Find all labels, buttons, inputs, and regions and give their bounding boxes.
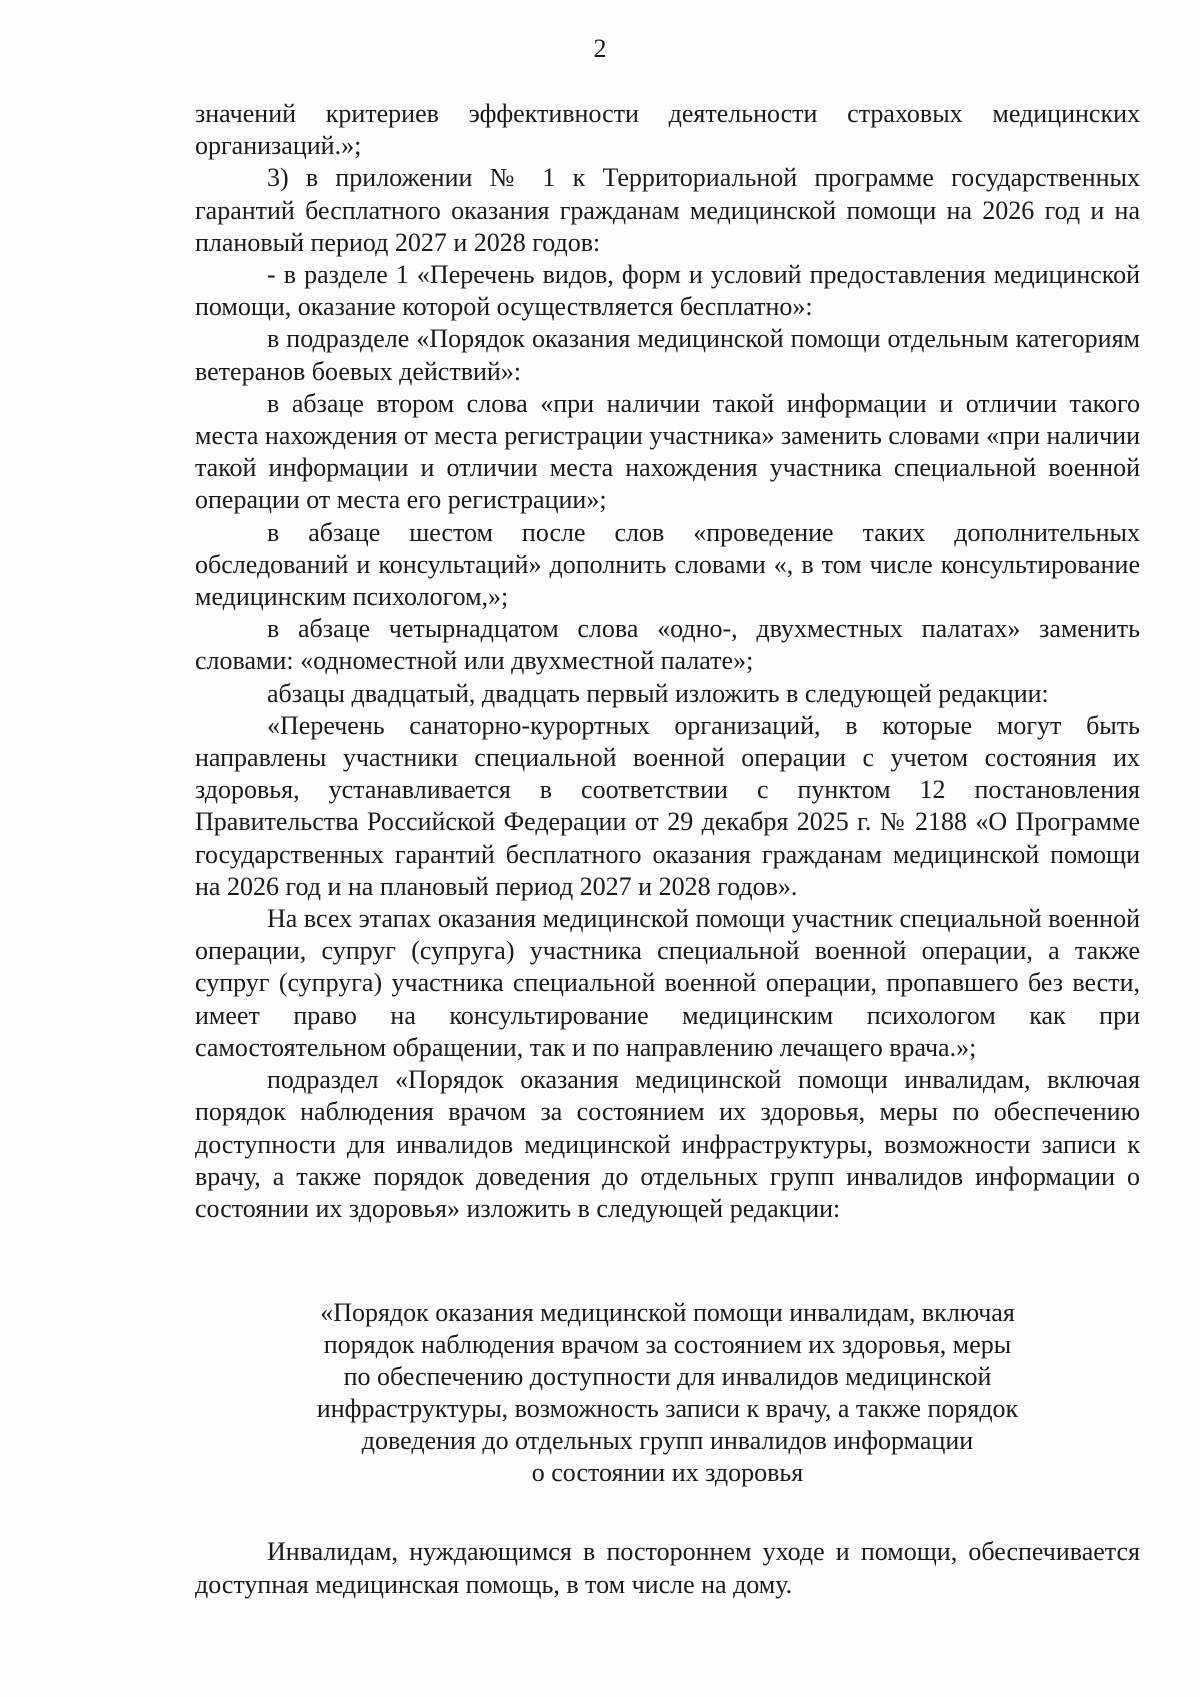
page-number: 2 [593,34,607,63]
paragraph: значений критериев эффективности деятельности страховых медицинских организаций.»; [195,99,1140,161]
heading-line: по обеспечению доступности для инвалидов медицинской [343,1362,992,1391]
heading-line: порядок наблюдения врачом за состоянием их здоровья, меры [323,1330,1012,1359]
paragraph: 3) в приложении № 1 к Территориальной программе государственных гарантий бесплатного оказания гражданам медицинской помощи на 2026 год и на плановый период 2027 и 2028 годов: [195,163,1140,257]
paragraph: подраздел «Порядок оказания медицинской помощи инвалидам, включая порядок наблюдения врачом за состоянием их здоровья, меры по обеспечению доступности для инвалидов медицинской инфраструктуры, возможности записи к врачу, а также порядок доведения до отдельных групп инвалидов информации о состоянии их здоровья» изложить в следующей редакции: [195,1065,1140,1223]
heading-line: инфраструктуры, возможность записи к врачу, а также порядок [316,1394,1019,1423]
heading-line: «Порядок оказания медицинской помощи инвалидам, включая [320,1298,1015,1327]
paragraph: На всех этапах оказания медицинской помощи участник специальной военной операции, супруг (супруга) участника специальной военной операции, а также супруг (супруга) участника специальной военной операции, пропавшего без вести, имеет право на консультирование медицинским психологом как при самостоятельном обращении, так и по направлению лечащего врача.»; [195,904,1140,1062]
paragraph: Инвалидам, нуждающимся в постороннем уходе и помощи, обеспечивается доступная медицинская помощь, в том числе на дому. [195,1537,1140,1599]
paragraph: «Перечень санаторно-курортных организаций, в которые могут быть направлены участники специальной военной операции с учетом состояния их здоровья, устанавливается в соответствии с пунктом 12 постановления Правительства Российской Федерации от 29 декабря 2025 г. № 2188 «О Программе государственных гарантий бесплатного оказания гражданам медицинской помощи на 2026 год и на плановый период 2027 и 2028 годов». [195,710,1140,901]
paragraph: - в разделе 1 «Перечень видов, форм и условий предоставления медицинской помощи, оказание которой осуществляется бесплатно»: [195,260,1140,322]
section-heading [195,1297,1140,1489]
heading-line: доведения до отдельных групп инвалидов информации [361,1426,974,1455]
paragraph: в абзаце четырнадцатом слова «одно-, двухместных палатах» заменить словами: «одноместной или двухместной палате»; [195,614,1140,676]
paragraph: в абзаце шестом после слов «проведение таких дополнительных обследований и консультаций» дополнить словами «, в том числе консультирование медицинским психологом,»; [195,517,1140,612]
heading-line: о состоянии их здоровья [531,1458,804,1487]
paragraph: в подразделе «Порядок оказания медицинской помощи отдельным категориям ветеранов боевых действий»: [195,324,1140,386]
paragraph: абзацы двадцатый, двадцать первый изложить в следующей редакции: [267,678,1049,708]
document-body [195,98,1140,1225]
final-section [195,1536,1140,1601]
paragraph: в абзаце втором слова «при наличии такой информации и отличии такого места нахождения от места регистрации участника» заменить словами «при наличии такой информации и отличии места нахождения участника специальной военной операции от места его регистрации»; [195,388,1140,515]
